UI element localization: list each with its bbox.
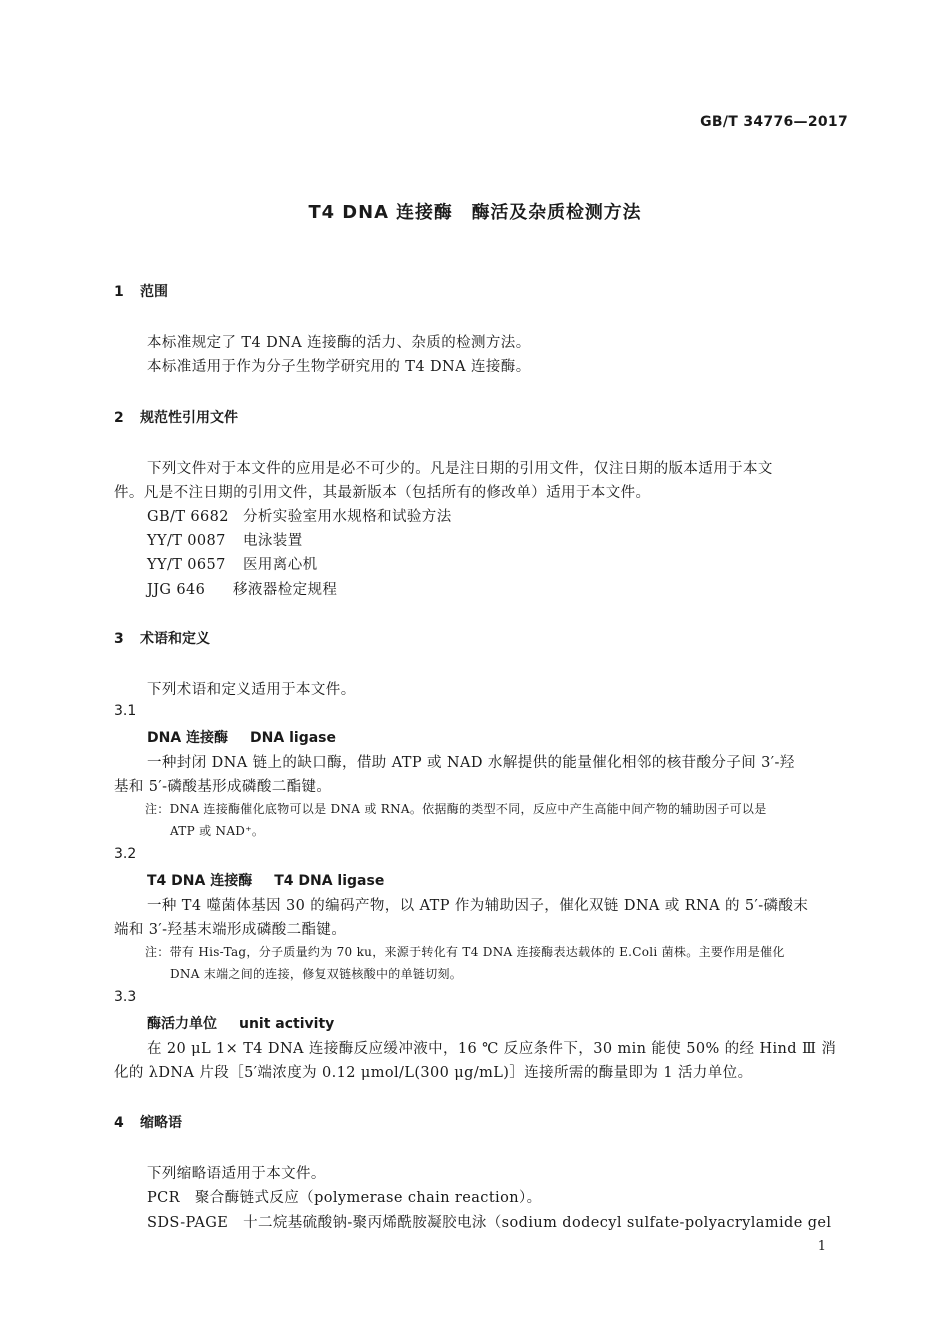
section-number: 3 bbox=[114, 631, 124, 647]
section-number: 1 bbox=[114, 284, 124, 300]
term-heading bbox=[147, 870, 384, 890]
abbreviation-entry: SDS-PAGE 十二烷基硫酸钠-聚丙烯酰胺凝胶电泳（sodium dodecyl sulfate-polyacrylamide gel bbox=[147, 1215, 832, 1231]
term-number: 3.3 bbox=[114, 989, 137, 1005]
reference-title: 电泳装置 bbox=[243, 533, 303, 549]
term-english: T4 DNA ligase bbox=[274, 873, 385, 889]
note: 注：DNA 连接酶催化底物可以是 DNA 或 RNA。依据酶的类型不同，反应中产生高能中间产物的辅助因子可以是 bbox=[145, 802, 767, 816]
term-number: 3.2 bbox=[114, 846, 137, 862]
standard-number: GB/T 34776—2017 bbox=[700, 114, 848, 130]
normative-reference bbox=[147, 529, 303, 550]
note-continuation: DNA 末端之间的连接，修复双链核酸中的单链切刻。 bbox=[170, 967, 463, 981]
term-definition-continuation: 化的 λDNA 片段［5′端浓度为 0.12 μmol/L(300 μg/mL)］连接所需的酶量即为 1 活力单位。 bbox=[114, 1065, 753, 1081]
term-definition: 在 20 μL 1× T4 DNA 连接酶反应缓冲液中，16 ℃ 反应条件下，30 min 能使 50% 的经 Hind Ⅲ 消 bbox=[147, 1041, 837, 1057]
term-chinese: DNA 连接酶 bbox=[147, 730, 229, 746]
section-title: 术语和定义 bbox=[140, 631, 210, 647]
term-chinese: 酶活力单位 bbox=[147, 1016, 217, 1032]
page-number: 1 bbox=[817, 1239, 826, 1254]
section-title: 范围 bbox=[140, 284, 168, 300]
term-definition: 一种 T4 噬菌体基因 30 的编码产物，以 ATP 作为辅助因子，催化双链 DNA 或 RNA 的 5′-磷酸末 bbox=[147, 898, 809, 914]
normative-reference bbox=[147, 505, 452, 526]
term-english: DNA ligase bbox=[250, 730, 336, 746]
term-heading bbox=[147, 1013, 334, 1033]
section-title: 规范性引用文件 bbox=[140, 410, 238, 426]
term-chinese: T4 DNA 连接酶 bbox=[147, 873, 253, 889]
reference-code: YY/T 0087 bbox=[147, 533, 226, 549]
term-definition-continuation: 端和 3′-羟基末端形成磷酸二酯键。 bbox=[114, 922, 347, 938]
note-continuation: ATP 或 NAD⁺。 bbox=[170, 824, 265, 838]
note: 注：带有 His-Tag，分子质量约为 70 ku，来源于转化有 T4 DNA 连接酶表达载体的 E.Coli 菌株。主要作用是催化 bbox=[145, 945, 785, 959]
term-english: unit activity bbox=[239, 1016, 335, 1032]
section-3-heading bbox=[114, 628, 210, 648]
term-definition-continuation: 基和 5′-磷酸基形成磷酸二酯键。 bbox=[114, 779, 332, 795]
section-4-heading bbox=[114, 1112, 182, 1132]
reference-code: GB/T 6682 bbox=[147, 509, 229, 525]
term-heading bbox=[147, 727, 336, 747]
section-1-heading bbox=[114, 281, 168, 301]
paragraph-continuation: 件。凡是不注日期的引用文件，其最新版本（包括所有的修改单）适用于本文件。 bbox=[114, 485, 651, 501]
paragraph: 本标准适用于作为分子生物学研究用的 T4 DNA 连接酶。 bbox=[147, 359, 531, 375]
section-2-heading bbox=[114, 407, 238, 427]
reference-title: 移液器检定规程 bbox=[233, 582, 338, 598]
section-number: 4 bbox=[114, 1115, 124, 1131]
term-number: 3.1 bbox=[114, 703, 137, 719]
section-title: 缩略语 bbox=[140, 1115, 182, 1131]
reference-code: JJG 646 bbox=[147, 582, 206, 598]
term-definition: 一种封闭 DNA 链上的缺口酶，借助 ATP 或 NAD 水解提供的能量催化相邻的核苷酸分子间 3′-羟 bbox=[147, 755, 795, 771]
paragraph: 下列术语和定义适用于本文件。 bbox=[147, 682, 356, 698]
reference-title: 医用离心机 bbox=[243, 557, 318, 573]
normative-reference bbox=[147, 578, 337, 599]
reference-title: 分析实验室用水规格和试验方法 bbox=[243, 509, 452, 525]
document-title: T4 DNA 连接酶 酶活及杂质检测方法 bbox=[308, 202, 642, 223]
normative-reference bbox=[147, 553, 318, 574]
paragraph: 下列文件对于本文件的应用是必不可少的。凡是注日期的引用文件，仅注日期的版本适用于本文 bbox=[147, 461, 773, 477]
abbreviation-entry: PCR 聚合酶链式反应（polymerase chain reaction）。 bbox=[147, 1190, 542, 1206]
paragraph: 本标准规定了 T4 DNA 连接酶的活力、杂质的检测方法。 bbox=[147, 335, 531, 351]
reference-code: YY/T 0657 bbox=[147, 557, 226, 573]
paragraph: 下列缩略语适用于本文件。 bbox=[147, 1166, 326, 1182]
section-number: 2 bbox=[114, 410, 124, 426]
